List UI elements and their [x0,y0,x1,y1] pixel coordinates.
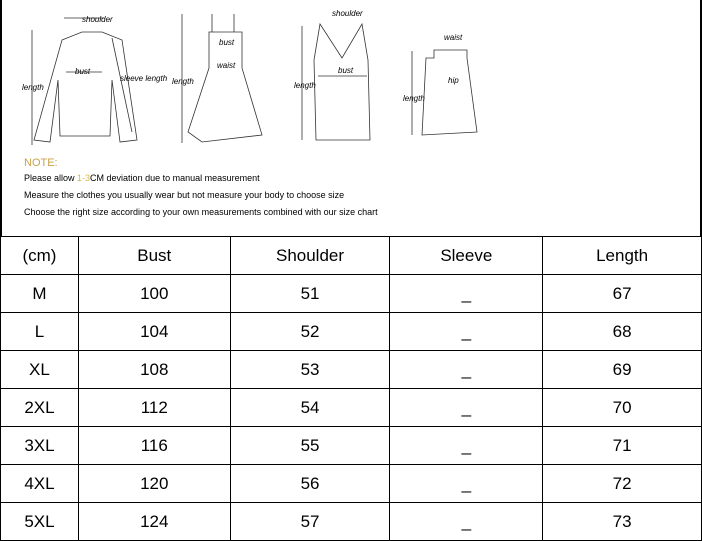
bust-label: bust [219,38,235,47]
table-cell: _ [390,351,543,389]
size-chart-table [0,236,702,541]
table-cell: 54 [230,389,390,427]
column-header: Sleeve [390,237,543,275]
note-highlight: 1-3 [77,173,91,183]
garment-illustrations [2,0,700,150]
table-cell: 2XL [1,389,79,427]
table-row [1,351,702,389]
length-label: length [172,77,194,86]
length-label: length [403,94,425,103]
table-cell: 68 [543,313,702,351]
table-row [1,389,702,427]
note-line-3: Choose the right size according to your own measurements combined with our size chart [24,207,378,217]
note-section [24,156,378,221]
table-cell: 3XL [1,427,79,465]
bust-label: bust [338,66,354,75]
table-cell: 112 [78,389,230,427]
table-cell: 108 [78,351,230,389]
table-cell: 72 [543,465,702,503]
waist-label: waist [217,61,236,70]
length-label: length [22,83,44,92]
table-cell: _ [390,275,543,313]
table-cell: 53 [230,351,390,389]
table-cell: 100 [78,275,230,313]
dress-illustration [172,14,262,143]
table-cell: 104 [78,313,230,351]
table-cell: 69 [543,351,702,389]
note-line-2: Measure the clothes you usually wear but not measure your body to choose size [24,190,345,200]
table-header-row [1,237,702,275]
shoulder-label: shoulder [82,15,113,24]
table-cell: 57 [230,503,390,541]
sleeve-length-label: sleeve length [120,74,168,83]
table-cell: 52 [230,313,390,351]
skirt-illustration [403,33,477,135]
table-cell: _ [390,465,543,503]
column-header: Bust [78,237,230,275]
table-row [1,503,702,541]
bust-label: bust [75,67,91,76]
table-cell: 51 [230,275,390,313]
column-header: Length [543,237,702,275]
length-label: length [294,81,316,90]
waist-label: waist [444,33,463,42]
note-line-1 [24,170,378,187]
measurement-guide [0,0,702,236]
table-row [1,275,702,313]
note-text: Please allow [24,173,78,183]
note-text: CM deviation due to manual measurement [90,173,260,183]
table-cell: 124 [78,503,230,541]
hip-label: hip [448,76,459,85]
table-cell: 67 [543,275,702,313]
table-cell: XL [1,351,79,389]
column-header: (cm) [1,237,79,275]
table-cell: 73 [543,503,702,541]
shoulder-label: shoulder [332,9,363,18]
table-cell: 120 [78,465,230,503]
table-cell: 5XL [1,503,79,541]
column-header: Shoulder [230,237,390,275]
table-cell: 55 [230,427,390,465]
shirt-illustration [22,15,168,145]
table-cell: 71 [543,427,702,465]
table-cell: _ [390,313,543,351]
note-title: NOTE: [24,157,58,169]
table-cell: _ [390,503,543,541]
table-cell: M [1,275,79,313]
table-cell: 4XL [1,465,79,503]
table-cell: _ [390,427,543,465]
table-row [1,427,702,465]
table-row [1,313,702,351]
vest-illustration [294,9,370,140]
table-cell: 116 [78,427,230,465]
table-cell: 70 [543,389,702,427]
table-cell: 56 [230,465,390,503]
table-cell: L [1,313,79,351]
table-row [1,465,702,503]
table-cell: _ [390,389,543,427]
